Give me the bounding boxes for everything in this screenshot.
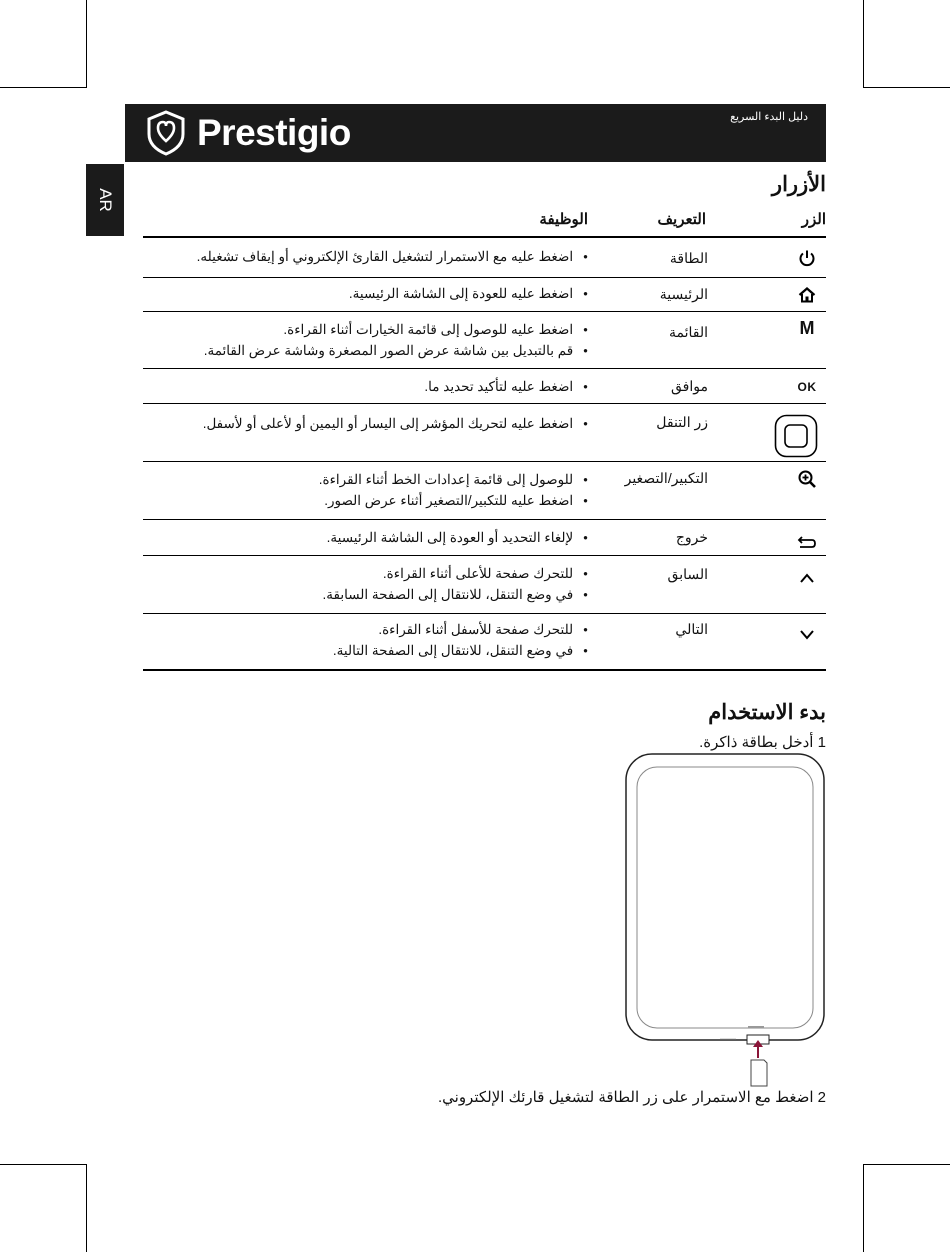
description-line: ● قم بالتبديل بين شاشة عرض الصور المصغرة وشاشة عرض القائمة.	[138, 341, 588, 362]
table-row	[143, 556, 826, 613]
step-2-text: 2 اضغط مع الاستمرار على زر الطاقة لتشغيل قارئك الإلكتروني.	[437, 1089, 826, 1106]
button-term: موافق	[671, 378, 708, 394]
description-line: ● اضغط عليه لتحريك المؤشر إلى اليسار أو اليمين أو لأعلى أو لأسفل.	[138, 414, 588, 435]
menu-m-glyph: M	[799, 317, 815, 338]
column-header-button: الزر	[801, 211, 826, 228]
button-term: التكبير/التصغير	[624, 470, 708, 486]
section-title-buttons: الأزرار	[771, 173, 826, 196]
crop-mark	[863, 87, 950, 88]
crop-mark	[0, 87, 87, 88]
crop-mark	[863, 1164, 864, 1252]
description-line: ● للتحرك صفحة للأعلى أثناء القراءة.	[138, 564, 588, 585]
crop-mark	[863, 1164, 950, 1165]
brand-name: Prestigio	[197, 112, 351, 153]
header-title: دليل البدء السريع	[730, 111, 808, 123]
header-bar	[125, 104, 826, 162]
prestigio-emblem-icon	[143, 110, 189, 156]
column-header-function: الوظيفة	[539, 211, 588, 228]
description-line: ● اضغط عليه للتكبير/التصغير أثناء عرض الصور.	[138, 491, 588, 512]
button-description	[138, 528, 588, 549]
home-icon	[796, 284, 818, 306]
ereader-device-illustration	[620, 752, 830, 1088]
description-line: ● في وضع التنقل، للانتقال إلى الصفحة التالية.	[138, 641, 588, 662]
chevron-down-icon	[796, 624, 818, 646]
section-title-getting-started: بدء الاستخدام	[708, 701, 826, 724]
back-arrow-icon	[796, 531, 818, 553]
language-tab-label: AR	[96, 188, 115, 212]
description-line: ● لإلغاء التحديد أو العودة إلى الشاشة الرئيسية.	[138, 528, 588, 549]
button-term: التالي	[675, 621, 708, 637]
button-description	[138, 247, 588, 268]
ok-icon	[796, 376, 818, 398]
ok-glyph: OK	[797, 380, 817, 394]
crop-mark	[0, 1164, 87, 1165]
crop-mark	[86, 1164, 87, 1252]
table-row	[143, 278, 826, 311]
column-header-definition: التعريف	[657, 211, 706, 228]
language-tab	[86, 164, 124, 236]
button-term: خروج	[675, 529, 708, 545]
description-line: ● اضغط عليه للعودة إلى الشاشة الرئيسية.	[138, 284, 588, 305]
description-line: ● للوصول إلى قائمة إعدادات الخط أثناء القراءة.	[138, 470, 588, 491]
zoom-icon	[796, 468, 818, 490]
button-description	[138, 620, 588, 662]
table-bottom-rule	[143, 669, 826, 671]
table-row	[143, 404, 826, 461]
button-description	[138, 284, 588, 305]
crop-mark	[863, 0, 864, 88]
button-description	[138, 414, 588, 435]
table-row	[143, 369, 826, 403]
table-row	[143, 520, 826, 555]
step-1-text: 1 أدخل بطاقة ذاكرة.	[699, 734, 826, 751]
button-term: السابق	[667, 566, 708, 582]
table-row	[143, 462, 826, 519]
button-term: زر التنقل	[656, 414, 708, 430]
chevron-up-icon	[796, 567, 818, 589]
button-term: القائمة	[669, 324, 708, 340]
description-line: ● في وضع التنقل، للانتقال إلى الصفحة السابقة.	[138, 585, 588, 606]
power-icon	[796, 247, 818, 269]
button-description	[138, 564, 588, 606]
description-line: ● اضغط عليه مع الاستمرار لتشغيل القارئ الإلكتروني أو إيقاف تشغيله.	[138, 247, 588, 268]
button-term: الرئيسية	[659, 286, 708, 302]
crop-mark	[86, 0, 87, 88]
navigation-pad-icon	[774, 414, 818, 458]
description-line: ● اضغط عليه لتأكيد تحديد ما.	[138, 377, 588, 398]
description-line: ● للتحرك صفحة للأسفل أثناء القراءة.	[138, 620, 588, 641]
brand-logo	[143, 110, 351, 156]
description-line: ● اضغط عليه للوصول إلى قائمة الخيارات أثناء القراءة.	[138, 320, 588, 341]
table-row	[143, 614, 826, 670]
table-row	[143, 237, 826, 277]
menu-m-icon	[796, 317, 818, 339]
button-description	[138, 320, 588, 362]
button-term: الطاقة	[669, 250, 708, 266]
button-description	[138, 377, 588, 398]
table-row	[143, 312, 826, 368]
button-description	[138, 470, 588, 512]
